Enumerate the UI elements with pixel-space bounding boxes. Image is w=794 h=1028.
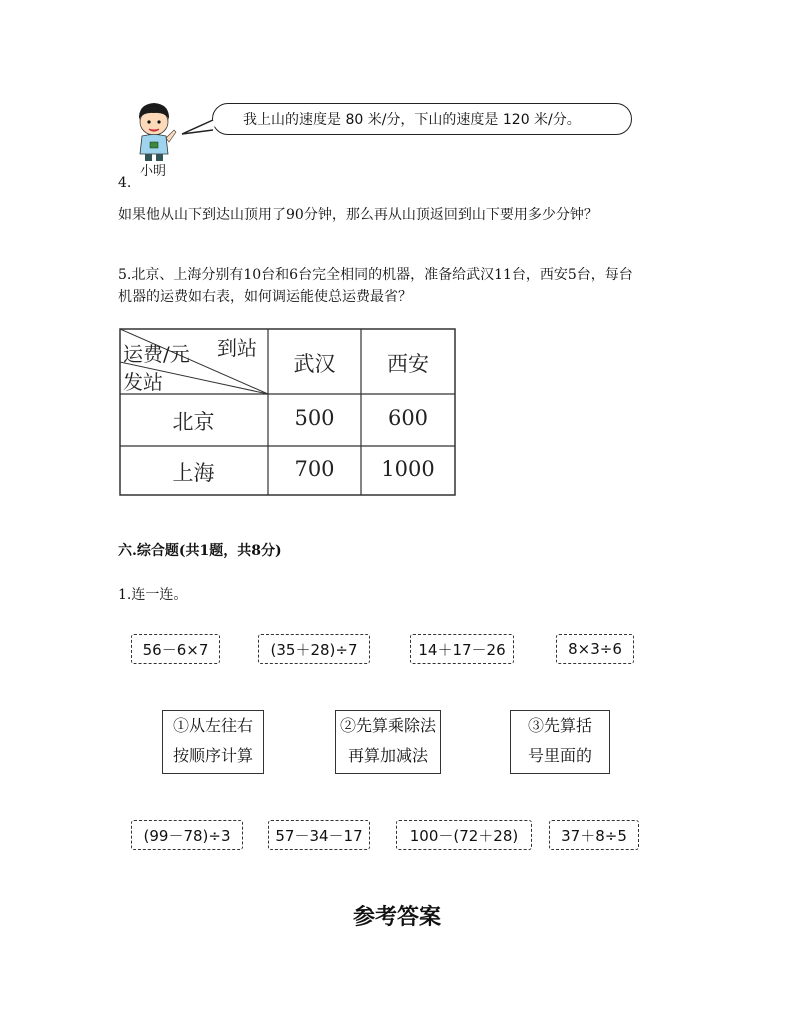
formula-top-2: (35＋28)÷7	[258, 634, 370, 664]
formula-bottom-2: 57－34－17	[268, 820, 370, 850]
question-4-number: 4.	[118, 175, 132, 191]
column-header-wuhan: 武汉	[293, 352, 336, 376]
section-6-question-1: 1.连一连。	[118, 587, 188, 603]
formula-top-3: 14＋17－26	[410, 634, 514, 664]
method-3-line1: ③先算括	[527, 716, 592, 735]
speech-bubble-tail	[180, 118, 216, 138]
header-departure-label: 发站	[123, 370, 163, 394]
freight-table	[119, 328, 456, 496]
cell-shanghai-wuhan: 700	[294, 457, 335, 481]
formula-bottom-3: 100－(72＋28)	[396, 820, 532, 850]
question-5-line1: 5.北京、上海分别有10台和6台完全相同的机器，准备给武汉11台，西安5台，每台	[118, 267, 633, 283]
method-1-line1: ①从左往右	[172, 716, 253, 735]
cell-shanghai-xian: 1000	[381, 457, 435, 481]
question-5-line2: 机器的运费如右表，如何调运能使总运费最省？	[118, 289, 412, 305]
column-header-xian: 西安	[387, 352, 429, 376]
method-2-line2: 再算加减法	[347, 746, 428, 765]
speech-text: 我上山的速度是 80 米/分，下山的速度是 120 米/分。	[243, 112, 581, 128]
cell-beijing-wuhan: 500	[294, 406, 335, 430]
method-box-3	[510, 710, 610, 774]
formula-top-4: 8×3÷6	[556, 634, 634, 664]
method-1-line2: 按顺序计算	[172, 746, 253, 765]
method-3-line2: 号里面的	[527, 746, 592, 765]
question-4-text: 如果他从山下到达山顶用了90分钟，那么再从山顶返回到山下要用多少分钟？	[118, 207, 598, 223]
formula-top-1: 56－6×7	[131, 634, 220, 664]
boy-illustration	[130, 100, 180, 162]
formula-bottom-4: 37＋8÷5	[549, 820, 639, 850]
row-label-shanghai: 上海	[172, 461, 215, 485]
method-box-1	[162, 710, 264, 774]
row-label-beijing: 北京	[172, 410, 215, 434]
section-6-title: 六.综合题(共1题，共8分)	[118, 543, 282, 559]
method-box-2	[335, 710, 441, 774]
cell-beijing-xian: 600	[387, 406, 429, 430]
speaker-name: 小明	[140, 164, 167, 179]
header-cost-label: 运费/元	[123, 342, 190, 366]
answer-section-title: 参考答案	[352, 904, 441, 930]
header-arrival-label: 到站	[217, 336, 257, 360]
formula-bottom-1: (99－78)÷3	[131, 820, 243, 850]
method-2-line1: ②先算乘除法	[339, 716, 436, 735]
